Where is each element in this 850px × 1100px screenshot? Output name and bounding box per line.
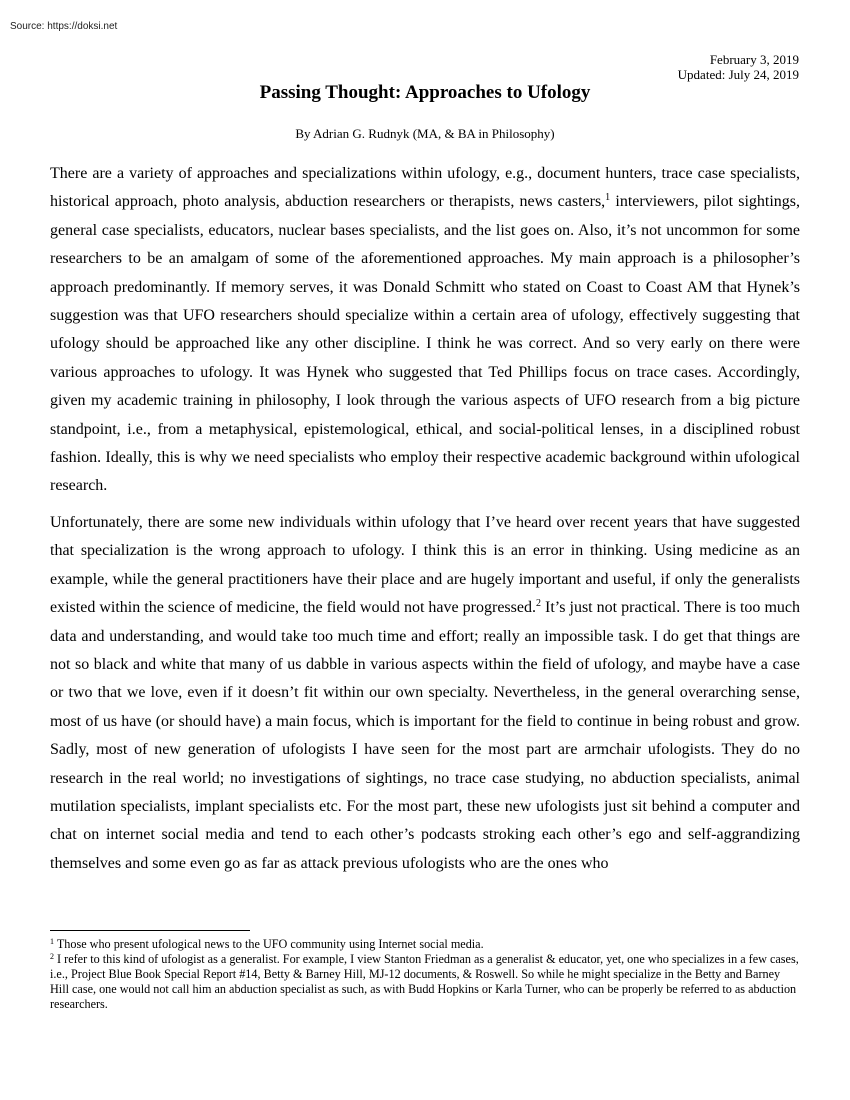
date-updated: Updated: July 24, 2019 xyxy=(677,67,799,82)
paragraph-1 xyxy=(50,160,800,501)
date-created: February 3, 2019 xyxy=(709,52,799,67)
footnote-2-number: 2 xyxy=(50,952,54,961)
footnote-2 xyxy=(50,952,800,1012)
paragraph-2-text-b: It’s just not practical. There is too much data and understanding, and would take too much time and effort; really an impossible task. I do get that things are not so black and white that many of us dabble in various aspects within the field of ufology, and maybe have a case or two that we love, even if it doesn’t fit within our own specialty. Nevertheless, in the general overarching sense, most of us have (or should have) a main focus, which is important for the field to continue in being robust and grow. Sadly, most of new generation of ufologists I have seen for the most part are armchair ufologists. They do no research in the real world; no investigations of sightings, no trace case studying, no abduction specialists, animal mutilation specialists, implant specialists etc. For the most part, these new ufologists just sit behind a computer and chat on internet social media and tend to each other’s podcasts stroking each other’s ego and self-aggrandizing themselves and some even go as far as attack previous ufologists who are the ones who xyxy=(50,599,800,872)
date-block xyxy=(678,52,799,82)
page-title: Passing Thought: Approaches to Ufology xyxy=(259,82,591,103)
footnote-divider xyxy=(50,930,250,931)
footnote-1-number: 1 xyxy=(50,937,54,946)
paragraph-1-text-b: interviewers, pilot sightings, general case specialists, educators, nuclear bases specialists, and the list goes on. Also, it’s not uncommon for some researchers to be an amalgam of some of the aforementioned approaches. My main approach is a philosopher’s approach predominantly. If memory serves, it was Donald Schmitt who stated on Coast to Coast AM that Hynek’s suggestion was that UFO researchers should specialize within a certain area of ufology, effectively suggesting that ufology should be approached like any other discipline. I think he was correct. And so very early on there were various approaches to ufology. It was Hynek who suggested that Ted Phillips focus on trace cases. Accordingly, given my academic training in philosophy, I look through the various aspects of UFO research from a big picture standpoint, i.e., from a metaphysical, epistemological, ethical, and social-political lenses, in a disciplined robust fashion. Ideally, this is why we need specialists who employ their respective academic background within ufological research. xyxy=(50,193,801,495)
paragraph-2-text-a: Unfortunately, there are some new individuals within ufology that I’ve heard over recent years that have suggested that specialization is the wrong approach to ufology. I think this is an error in thinking. Using medicine as an example, while the general practitioners have their place and are hugely important and useful, if only the generalists existed within the science of medicine, the field would not have progressed. xyxy=(50,513,800,617)
paragraph-2 xyxy=(50,509,800,878)
footnote-1-text: Those who present ufological news to the UFO community using Internet social media. xyxy=(54,937,484,951)
byline: By Adrian G. Rudnyk (MA, & BA in Philosophy) xyxy=(295,126,555,141)
paragraph-1-text-a: There are a variety of approaches and specializations within ufology, e.g., document hunters, trace case specialists, historical approach, photo analysis, abduction researchers or therapists, news casters, xyxy=(50,165,800,211)
footnotes xyxy=(50,937,800,1012)
source-label: Source: https://doksi.net xyxy=(10,21,118,32)
footnote-2-text: I refer to this kind of ufologist as a generalist. For example, I view Stanton Friedman as a generalist & educator, yet, one who specializes in a few cases, i.e., Project Blue Book Special Report #14, Betty & Barney Hill, MJ-12 documents, & Roswell. So while he might specialize in the Betty and Barney Hill case, one would not call him an abduction specialist as such, as with Budd Hopkins or Karla Turner, who can be properly be referred to as abduction researchers. xyxy=(50,952,799,1011)
footnote-1 xyxy=(50,937,800,952)
article-body xyxy=(50,160,800,886)
footnote-ref-2: 2 xyxy=(535,598,541,610)
footnote-ref-1: 1 xyxy=(605,192,611,204)
